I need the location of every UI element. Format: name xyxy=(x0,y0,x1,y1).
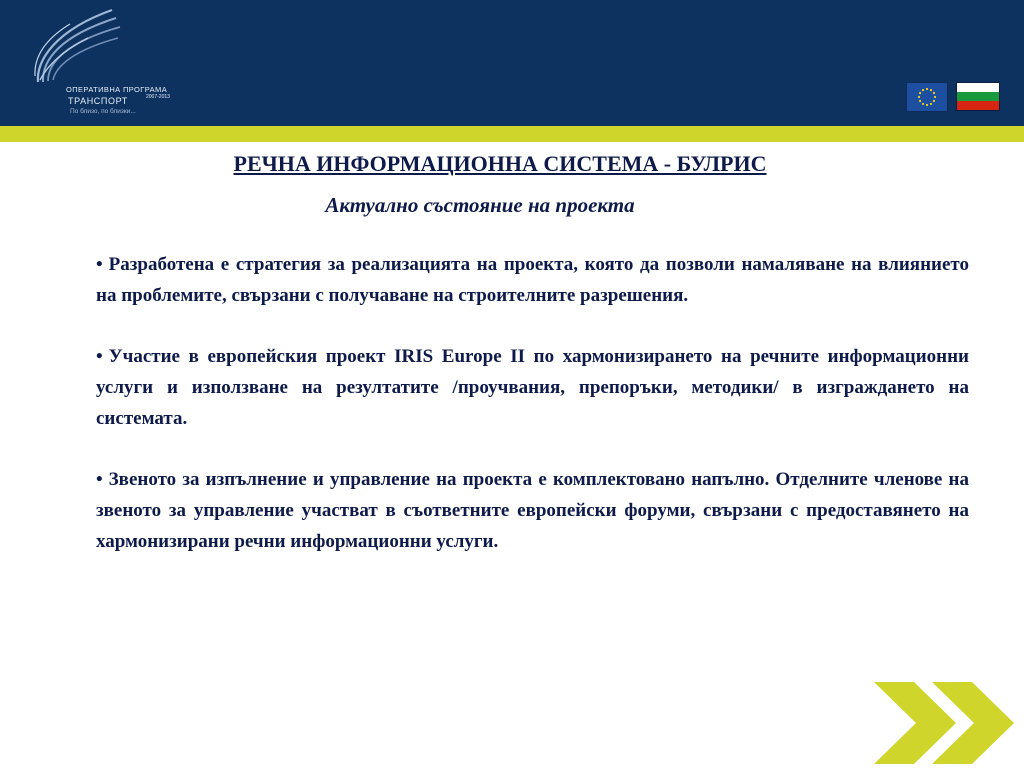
logo-transport-label: ТРАНСПОРТ xyxy=(68,96,128,106)
logo-program-label: ОПЕРАТИВНА ПРОГРАМА xyxy=(66,85,168,94)
slide-subtitle: Актуално състояние на проекта xyxy=(325,193,635,217)
bullet-item xyxy=(96,249,969,311)
logo-slogan: По близо, по близки... xyxy=(70,108,136,115)
double-chevron-right-icon xyxy=(870,678,1024,768)
eu-flag-icon xyxy=(906,82,948,112)
logo-years: 2007-2013 xyxy=(146,94,170,100)
slide-title: РЕЧНА ИНФОРМАЦИОННА СИСТЕМА - БУЛРИС xyxy=(233,151,767,176)
bullet-list xyxy=(96,249,969,587)
bullet-text: Звеното за изпълнение и управление на проекта е комплектовано напълно. Отделните членове на звеното за управление участват в съответните европейски форуми, свързани с предоставянето на хармонизирани речни информационни услуги. xyxy=(96,469,969,552)
bullet-item xyxy=(96,464,969,557)
bullet-dot: • xyxy=(96,254,103,275)
accent-band xyxy=(0,126,1024,142)
header-bar xyxy=(0,0,1024,126)
bullet-dot: • xyxy=(96,346,103,367)
swoosh-logo-icon xyxy=(30,8,130,88)
bulgaria-flag-icon xyxy=(956,82,1000,111)
bullet-text: Участие в европейския проект IRIS Europe II по хармонизирането на речните информационни услуги и използване на резултатите /проучвания, препоръки, методики/ в изграждането на системата. xyxy=(96,346,969,429)
bullet-dot: • xyxy=(96,469,103,490)
program-logo xyxy=(30,8,190,116)
bullet-item xyxy=(96,341,969,434)
bullet-text: Разработена е стратегия за реализацията на проекта, която да позволи намаляване на влиянието на проблемите, свързани с получаване на строителните разрешения. xyxy=(96,254,969,306)
